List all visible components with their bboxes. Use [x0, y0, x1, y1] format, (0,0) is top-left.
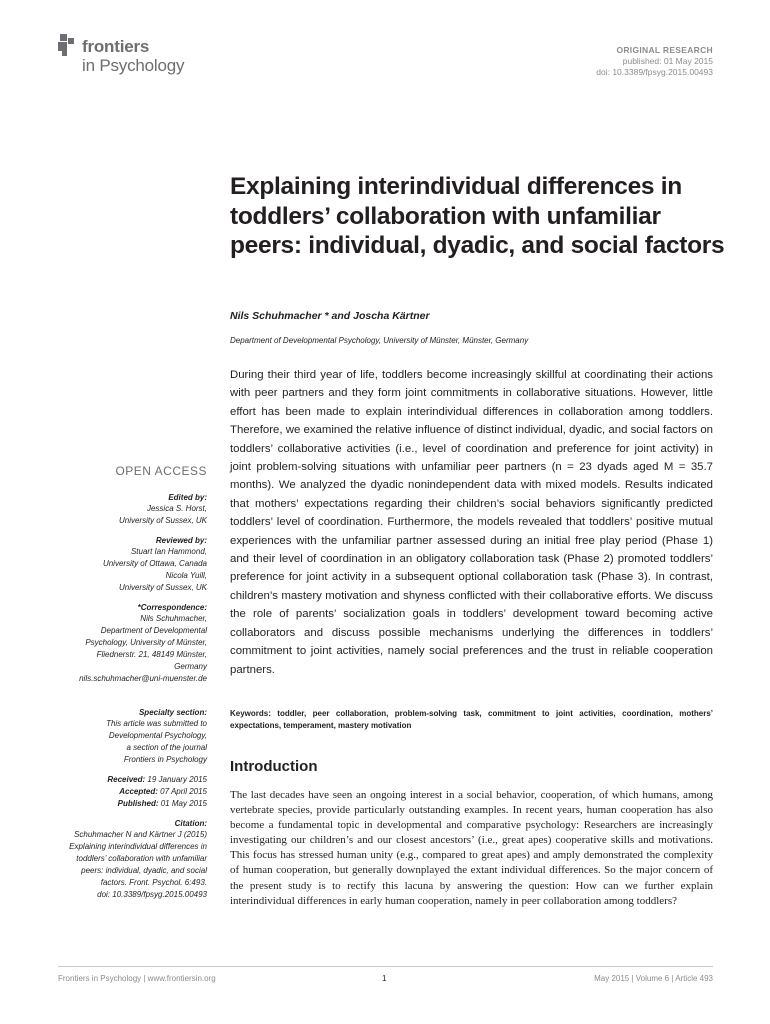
section-body: The last decades have seen an ongoing interest in a social behavior, cooperation, of which humans, among vertebrate species, provide particularly outstanding examples. In recent years, human cooperation has also become a fundamental topic in developmental and comparative psychology: Researchers are increasingly investigating our children’s and our closest ancestors’ (i.e., great apes) cooperative skills and motivations. This focus has stressed human unity (e.g., compared to great apes) and amply demonstrated the complexity of human cooperation, but generally downplayed the extant individual differences. So the major concern of the present study is to rectify this lacuna by answering the question: How can we further explain interindividual differences in early human cooperation, namely in peer collaboration among toddlers? [230, 789, 713, 907]
correspondence-line: Germany [174, 662, 207, 671]
open-access-label: OPEN ACCESS [115, 464, 207, 478]
reviewer-line: University of Sussex, UK [118, 583, 207, 592]
citation-line: toddlers’ collaboration with unfamiliar [76, 854, 207, 863]
footer-journal: Frontiers in Psychology | www.frontiersin.org [58, 974, 216, 983]
editor-line: University of Sussex, UK [118, 516, 207, 525]
citation-line: factors. Front. Psychol. 6:493. [100, 878, 207, 887]
correspondence-line: Nils Schuhmacher, [140, 614, 207, 623]
citation-label: Citation: [174, 819, 207, 828]
authors: Nils Schuhmacher * and Joscha Kärtner [230, 310, 430, 322]
published-date: published: 01 May 2015 [622, 56, 713, 66]
citation-line: doi: 10.3389/fpsyg.2015.00493 [97, 890, 207, 899]
reviewed-by-label: Reviewed by: [155, 536, 207, 545]
specialty-label: Specialty section: [138, 708, 207, 717]
article-sidebar [40, 464, 207, 901]
correspondence-line: Psychology, University of Münster, [85, 638, 207, 647]
reviewer-line: Nicola Yuill, [165, 571, 207, 580]
specialty-line: This article was submitted to [106, 719, 207, 728]
citation-line: peers: individual, dyadic, and social [81, 866, 207, 875]
keywords: Keywords: toddler, peer collaboration, problem-solving task, commitment to joint activities, coordination, mothers’ expectations, temperament, mastery motivation [230, 709, 713, 730]
footer-issue: May 2015 | Volume 6 | Article 493 [594, 974, 713, 983]
frontiers-logo-icon [58, 34, 80, 56]
edited-by-label: Edited by: [168, 493, 207, 502]
reviewer-line: University of Ottawa, Canada [102, 559, 207, 568]
journal-logo [58, 32, 208, 78]
citation-line: Explaining interindividual differences in [69, 842, 207, 851]
correspondence-line: Fliednerstr. 21, 48149 Münster, [96, 650, 207, 659]
specialty-line: a section of the journal [126, 743, 207, 752]
article-meta [596, 45, 713, 78]
article-type: ORIGINAL RESEARCH [616, 45, 713, 55]
specialty-line: Frontiers in Psychology [123, 755, 207, 764]
specialty-line: Developmental Psychology, [108, 731, 207, 740]
footer-divider [58, 966, 713, 967]
journal-name-line1: frontiers [82, 37, 150, 56]
article-title: Explaining interindividual differences in toddlers’ collaboration with unfamiliar peers: individual, dyadic, and social factors [230, 173, 725, 259]
correspondence-email[interactable]: nils.schuhmacher@uni-muenster.de [79, 674, 207, 683]
reviewer-line: Stuart Ian Hammond, [130, 547, 207, 556]
published-date-sidebar: Published: 01 May 2015 [117, 799, 207, 808]
section-heading: Introduction [230, 758, 318, 775]
citation-line: Schuhmacher N and Kärtner J (2015) [74, 830, 207, 839]
correspondence-label: *Correspondence: [137, 603, 207, 612]
abstract: During their third year of life, toddlers become increasingly skillful at coordinating their actions with peer partners and they form joint commitments in collaborative situations. However, little effort has been made to explain interindividual differences in collaboration among toddlers. Therefore, we examined the relative influence of distinct individual, dyadic, and social factors on toddlers’ collaborative activities (i.e., level of coordination and preference for joint activity) in joint problem-solving situations with unfamiliar peer partners (n = 23 dyads aged M = 35.7 months). We analyzed the dyadic nonindependent data with mixed models. Results indicated that mothers’ expectations regarding their children’s social behaviors significantly predicted toddlers’ level of coordination. Furthermore, the models revealed that toddlers’ positive mutual experiences with the unfamiliar partner assessed during an initial free play period (Phase 1) and their level of coordination in an obligatory collaboration task (Phase 2) promoted toddlers’ preference for joint activity in a subsequent optional collaboration task (Phase 3). In contrast, children’s mastery motivation and shyness conflicted with their collaborative efforts. We discuss the role of parents’ socialization goals in toddlers’ development toward becoming active collaborators and discuss possible mechanisms underlying the differences in toddlers’ commitment to joint activities, namely social preferences and the trust in reliable cooperation partners. [230, 369, 713, 676]
journal-name-line2: in Psychology [82, 56, 185, 75]
accepted-date: Accepted: 07 April 2015 [119, 787, 207, 796]
received-date: Received: 19 January 2015 [107, 775, 207, 784]
editor-line: Jessica S. Horst, [146, 504, 207, 513]
page-number: 1 [382, 974, 387, 983]
correspondence-line: Department of Developmental [100, 626, 207, 635]
doi: doi: 10.3389/fpsyg.2015.00493 [596, 67, 713, 77]
affiliation: Department of Developmental Psychology, University of Münster, Münster, Germany [230, 336, 529, 345]
